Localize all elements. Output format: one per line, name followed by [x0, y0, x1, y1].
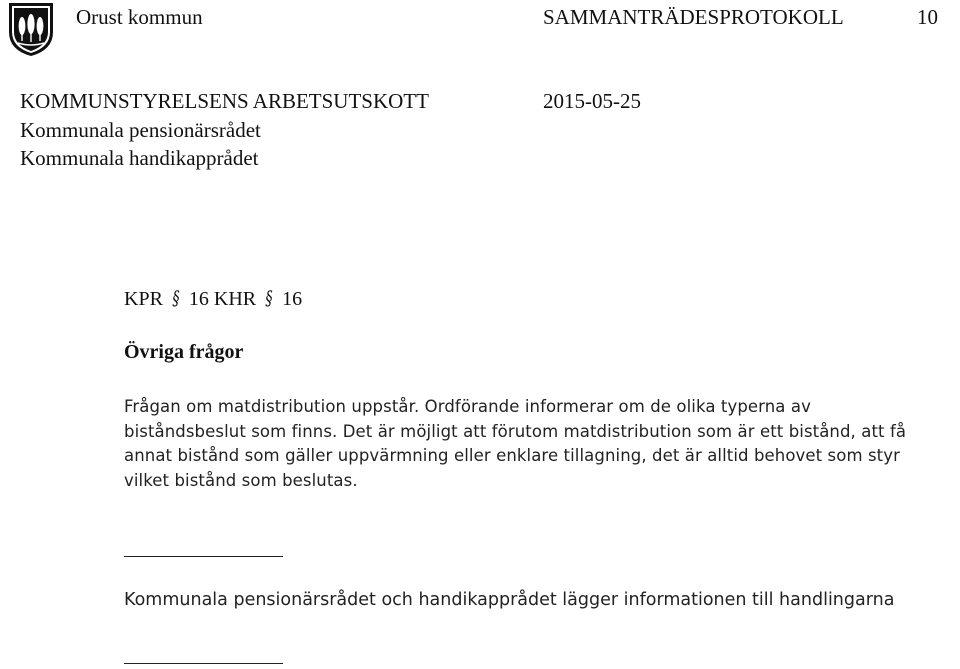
decision-text: Kommunala pensionärsrådet och handikapprådet lägger informationen till handlingarna — [124, 590, 895, 610]
council-name-disability: Kommunala handikapprådet — [20, 146, 259, 170]
meeting-date: 2015-05-25 — [543, 89, 641, 113]
section-symbol: § — [265, 286, 273, 310]
board-name: KOMMUNSTYRELSENS ARBETSUTSKOTT — [20, 89, 429, 113]
reference-number-kpr: 16 — [188, 288, 209, 310]
reference-prefix-kpr: KPR — [124, 288, 163, 310]
page-number: 10 — [917, 5, 938, 29]
section-heading: Övriga frågor — [124, 341, 244, 363]
municipal-crest-icon — [6, 0, 56, 58]
divider-line — [124, 663, 283, 664]
paragraph-references — [124, 286, 302, 311]
reference-number-khr: 16 — [282, 288, 303, 310]
council-name-pensioners: Kommunala pensionärsrådet — [20, 118, 261, 142]
section-body: Frågan om matdistribution uppstår. Ordförande informerar om de olika typerna av biståndsbeslut som finns. Det är möjligt att förutom matdistribution som är ett bistånd, att få annat bistånd som gäller uppvärmning eller enklare tillagning, det är alltid behovet som styr vilket bistånd som beslutas. — [124, 397, 907, 490]
organization-name: Orust kommun — [76, 5, 203, 29]
document-type: SAMMANTRÄDESPROTOKOLL — [543, 5, 844, 29]
divider-line — [124, 556, 283, 557]
section-symbol: § — [172, 286, 180, 310]
reference-prefix-khr: KHR — [213, 288, 257, 310]
